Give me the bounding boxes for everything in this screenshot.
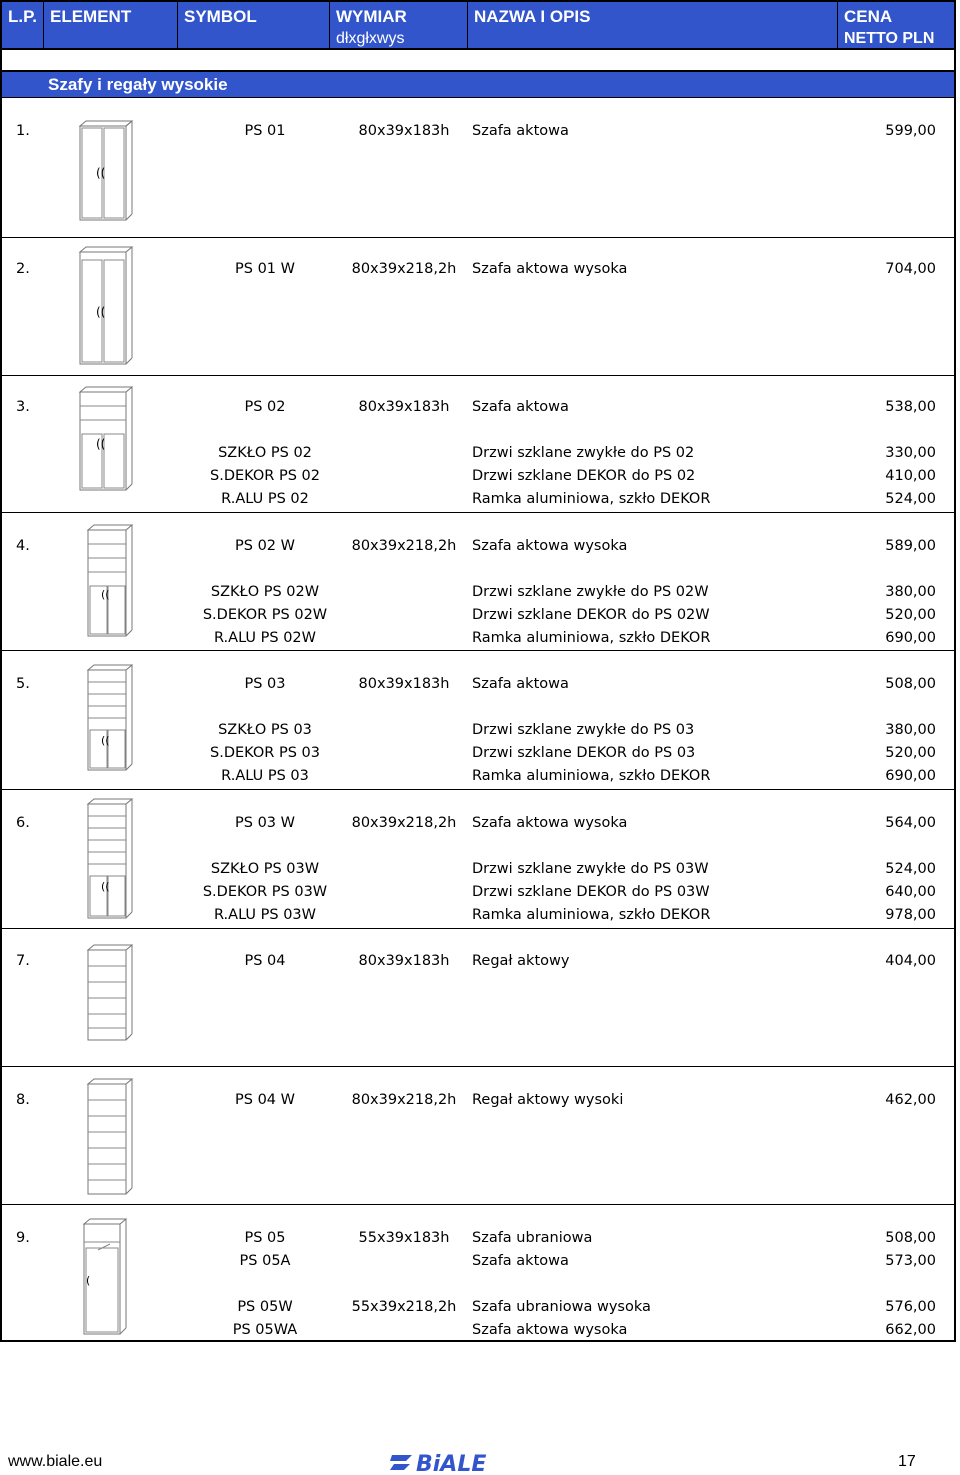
row-price: 538,00 bbox=[885, 399, 936, 415]
row-symbol: PS 05A bbox=[239, 1253, 291, 1269]
row-name: Szafa aktowa wysoka bbox=[472, 261, 628, 277]
row-symbol: PS 01 bbox=[244, 123, 286, 139]
row-divider bbox=[0, 1066, 956, 1067]
svg-text:((: (( bbox=[101, 880, 110, 893]
page-number: 17 bbox=[898, 1453, 916, 1470]
row-symbol: R.ALU PS 03W bbox=[213, 907, 316, 923]
row-dim: 80x39x218,2h bbox=[351, 1092, 457, 1108]
row-price: 508,00 bbox=[885, 1230, 936, 1246]
header-cena: CENA bbox=[844, 7, 893, 26]
row-symbol: S.DEKOR PS 03 bbox=[210, 745, 320, 761]
row-name: Ramka aluminiowa, szkło DEKOR bbox=[472, 491, 711, 507]
row-price: 564,00 bbox=[885, 815, 936, 831]
header-cena-cell bbox=[838, 2, 954, 48]
shelf-ps04-icon bbox=[84, 944, 144, 1044]
row-name: Szafa aktowa wysoka bbox=[472, 538, 628, 554]
header-wymiar-cell bbox=[330, 2, 468, 48]
row-name: Szafa aktowa bbox=[472, 123, 569, 139]
row-dim: 55x39x183h bbox=[358, 1230, 450, 1246]
row-price: 978,00 bbox=[885, 907, 936, 923]
row-symbol: S.DEKOR PS 03W bbox=[202, 884, 328, 900]
row-price: 520,00 bbox=[885, 607, 936, 623]
row-symbol: S.DEKOR PS 02W bbox=[202, 607, 328, 623]
row-symbol: R.ALU PS 03 bbox=[221, 768, 309, 784]
header-element: ELEMENT bbox=[50, 7, 132, 26]
row-lp: 6. bbox=[16, 815, 30, 831]
header-symbol-cell bbox=[178, 2, 330, 48]
shelf-ps04w-icon bbox=[84, 1078, 144, 1198]
table-header bbox=[0, 0, 956, 50]
svg-text:(: ( bbox=[86, 1274, 91, 1287]
row-symbol: PS 03 W bbox=[235, 815, 295, 831]
row-price: 704,00 bbox=[885, 261, 936, 277]
row-price: 524,00 bbox=[885, 861, 936, 877]
row-dim: 55x39x218,2h bbox=[351, 1299, 457, 1315]
svg-text:((: (( bbox=[96, 305, 106, 319]
row-name: Regał aktowy bbox=[472, 953, 570, 969]
row-dim: 80x39x218,2h bbox=[351, 261, 457, 277]
row-lp: 4. bbox=[16, 538, 30, 554]
cabinet-ps01w-icon bbox=[76, 246, 136, 368]
row-price: 330,00 bbox=[885, 445, 936, 461]
row-name: Regał aktowy wysoki bbox=[472, 1092, 624, 1108]
row-price: 380,00 bbox=[885, 722, 936, 738]
footer-url[interactable]: www.biale.eu bbox=[8, 1453, 103, 1470]
header-wymiar: WYMIAR bbox=[336, 7, 407, 26]
biale-logo-icon bbox=[390, 1449, 530, 1475]
row-name: Ramka aluminiowa, szkło DEKOR bbox=[472, 630, 711, 646]
row-lp: 8. bbox=[16, 1092, 30, 1108]
header-cena-sub: NETTO PLN bbox=[844, 30, 935, 47]
svg-text:((: (( bbox=[96, 437, 106, 451]
row-divider bbox=[0, 375, 956, 376]
logo-text: BiALE bbox=[416, 1452, 487, 1475]
row-lp: 2. bbox=[16, 261, 30, 277]
cabinet-ps03w-icon bbox=[84, 798, 144, 922]
row-symbol: R.ALU PS 02W bbox=[213, 630, 316, 646]
row-symbol: PS 05WA bbox=[232, 1322, 298, 1338]
cabinet-ps03-icon bbox=[84, 664, 144, 774]
row-divider bbox=[0, 237, 956, 238]
row-divider bbox=[0, 789, 956, 790]
row-price: 508,00 bbox=[885, 676, 936, 692]
row-name: Drzwi szklane zwykłe do PS 03 bbox=[472, 722, 695, 738]
header-nazwa: NAZWA I OPIS bbox=[474, 7, 591, 26]
row-symbol: PS 05W bbox=[237, 1299, 293, 1315]
row-dim: 80x39x183h bbox=[358, 399, 450, 415]
header-symbol: SYMBOL bbox=[184, 7, 257, 26]
cabinet-ps01-icon bbox=[76, 120, 136, 224]
row-price: 404,00 bbox=[885, 953, 936, 969]
row-price: 662,00 bbox=[885, 1322, 936, 1338]
row-price: 640,00 bbox=[885, 884, 936, 900]
row-price: 524,00 bbox=[885, 491, 936, 507]
row-divider bbox=[0, 928, 956, 929]
header-element-cell bbox=[44, 2, 178, 48]
row-lp: 3. bbox=[16, 399, 30, 415]
row-divider bbox=[0, 650, 956, 651]
row-symbol: SZKŁO PS 02 bbox=[218, 445, 312, 461]
row-symbol: PS 04 bbox=[244, 953, 286, 969]
row-name: Drzwi szklane zwykłe do PS 03W bbox=[472, 861, 709, 877]
row-price: 410,00 bbox=[885, 468, 936, 484]
cabinet-ps02-icon bbox=[76, 386, 136, 494]
row-price: 589,00 bbox=[885, 538, 936, 554]
row-name: Szafa aktowa bbox=[472, 676, 569, 692]
header-nazwa-cell bbox=[468, 2, 838, 48]
section-title: Szafy i regały wysokie bbox=[48, 75, 228, 94]
row-lp: 7. bbox=[16, 953, 30, 969]
row-symbol: PS 04 W bbox=[235, 1092, 295, 1108]
svg-text:((: (( bbox=[101, 588, 110, 601]
row-name: Drzwi szklane zwykłe do PS 02W bbox=[472, 584, 709, 600]
cabinet-ps02w-icon bbox=[84, 524, 144, 640]
row-price: 576,00 bbox=[885, 1299, 936, 1315]
header-lp: L.P. bbox=[8, 7, 37, 26]
header-gap-row bbox=[0, 50, 956, 71]
row-symbol: R.ALU PS 02 bbox=[221, 491, 309, 507]
row-symbol: PS 02 W bbox=[235, 538, 295, 554]
row-dim: 80x39x218,2h bbox=[351, 538, 457, 554]
row-symbol: S.DEKOR PS 02 bbox=[210, 468, 320, 484]
row-symbol: PS 05 bbox=[244, 1230, 286, 1246]
svg-text:((: (( bbox=[101, 734, 110, 747]
row-symbol: SZKŁO PS 02W bbox=[210, 584, 320, 600]
row-price: 462,00 bbox=[885, 1092, 936, 1108]
svg-text:((: (( bbox=[96, 166, 106, 180]
row-name: Szafa ubraniowa wysoka bbox=[472, 1299, 651, 1315]
row-dim: 80x39x183h bbox=[358, 123, 450, 139]
row-price: 599,00 bbox=[885, 123, 936, 139]
row-name: Szafa aktowa bbox=[472, 1253, 569, 1269]
row-name: Drzwi szklane DEKOR do PS 03 bbox=[472, 745, 696, 761]
row-lp: 5. bbox=[16, 676, 30, 692]
row-dim: 80x39x218,2h bbox=[351, 815, 457, 831]
row-name: Ramka aluminiowa, szkło DEKOR bbox=[472, 768, 711, 784]
row-name: Drzwi szklane DEKOR do PS 02 bbox=[472, 468, 696, 484]
row-dim: 80x39x183h bbox=[358, 676, 450, 692]
row-price: 380,00 bbox=[885, 584, 936, 600]
row-symbol: PS 02 bbox=[244, 399, 286, 415]
row-symbol: SZKŁO PS 03 bbox=[218, 722, 312, 738]
row-symbol: PS 01 W bbox=[235, 261, 295, 277]
row-price: 690,00 bbox=[885, 630, 936, 646]
row-name: Drzwi szklane DEKOR do PS 02W bbox=[472, 607, 710, 623]
row-name: Szafa aktowa wysoka bbox=[472, 1322, 628, 1338]
row-price: 573,00 bbox=[885, 1253, 936, 1269]
row-name: Szafa aktowa bbox=[472, 399, 569, 415]
header-wymiar-sub: dłxgłxwys bbox=[336, 30, 405, 47]
row-price: 690,00 bbox=[885, 768, 936, 784]
row-divider bbox=[0, 1204, 956, 1205]
row-symbol: SZKŁO PS 03W bbox=[210, 861, 320, 877]
row-name: Drzwi szklane DEKOR do PS 03W bbox=[472, 884, 710, 900]
wardrobe-ps05-icon bbox=[80, 1218, 140, 1338]
row-name: Szafa aktowa wysoka bbox=[472, 815, 628, 831]
row-lp: 9. bbox=[16, 1230, 30, 1246]
row-lp: 1. bbox=[16, 123, 30, 139]
row-name: Szafa ubraniowa bbox=[472, 1230, 593, 1246]
header-lp-cell bbox=[2, 2, 44, 48]
row-name: Ramka aluminiowa, szkło DEKOR bbox=[472, 907, 711, 923]
row-symbol: PS 03 bbox=[244, 676, 286, 692]
row-dim: 80x39x183h bbox=[358, 953, 450, 969]
section-header bbox=[0, 71, 956, 98]
row-divider bbox=[0, 512, 956, 513]
row-name: Drzwi szklane zwykłe do PS 02 bbox=[472, 445, 695, 461]
row-price: 520,00 bbox=[885, 745, 936, 761]
